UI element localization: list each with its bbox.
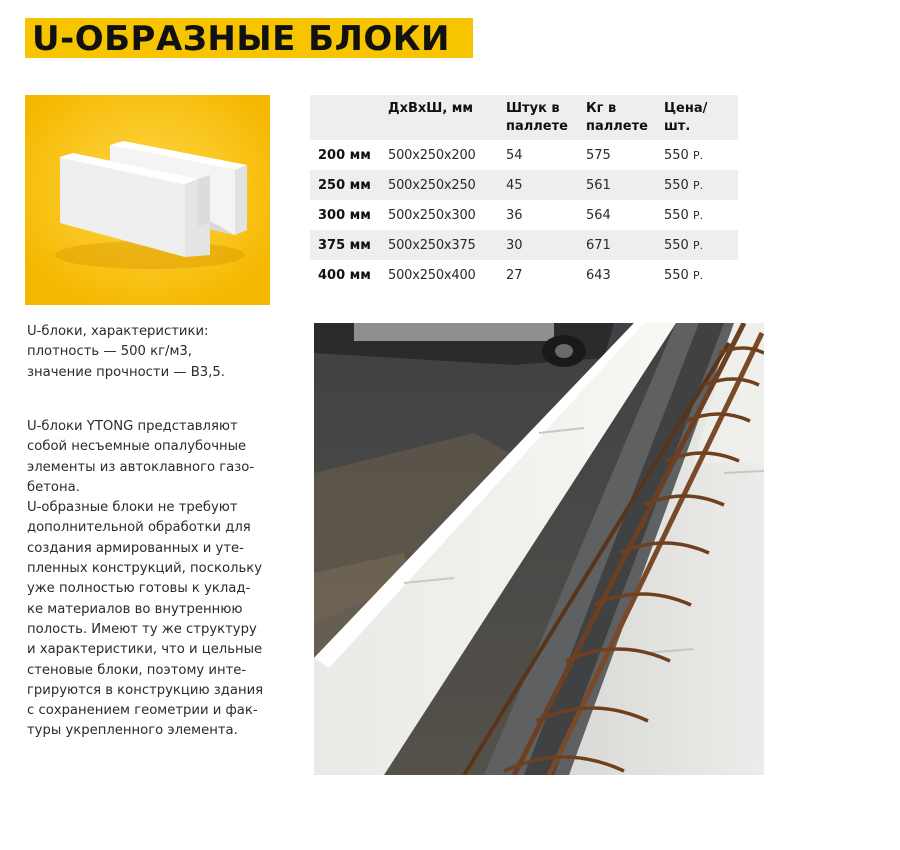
row-weight: 561 (578, 170, 656, 200)
header-price: Цена/ шт. (656, 95, 738, 140)
header-weight: Кг в паллете (578, 95, 656, 140)
row-size: 300 мм (318, 207, 371, 223)
row-price (656, 200, 738, 230)
description-line: ке материалов во внутреннюю (27, 601, 243, 617)
description-line: с сохранением геометрии и фак- (27, 703, 258, 719)
row-size: 200 мм (318, 147, 371, 163)
row-weight: 671 (578, 230, 656, 260)
table-header-row (310, 95, 738, 140)
row-size: 250 мм (310, 170, 380, 200)
description-text (27, 417, 289, 742)
row-weight: 575 (586, 147, 611, 163)
description-line: уже полностью готовы к уклад- (27, 581, 251, 597)
row-price (656, 140, 738, 170)
row-dimensions: 500х250х375 (380, 230, 498, 260)
currency-label: Р. (692, 178, 704, 192)
description-line: пленных конструкций, поскольку (27, 561, 262, 577)
row-pieces: 27 (506, 267, 523, 283)
specs-table (310, 95, 738, 290)
table-row (310, 260, 738, 290)
price-value: 550 (664, 267, 689, 283)
construction-photo (314, 323, 764, 775)
row-dimensions: 500х250х200 (388, 147, 476, 163)
price-value: 550 (664, 147, 689, 163)
specs-line: плотность — 500 кг/м3, (27, 344, 192, 360)
row-weight: 643 (586, 267, 611, 283)
currency-label: Р. (692, 238, 704, 252)
description-line: грируются в конструкцию здания (27, 682, 264, 698)
table-row (310, 140, 738, 170)
description-line: стеновые блоки, поэтому инте- (27, 662, 247, 678)
currency-label: Р. (692, 148, 704, 162)
specs-text (27, 322, 289, 383)
header-pieces: Штук в паллете (498, 95, 578, 140)
description-line: туры укрепленного элемента. (27, 723, 238, 739)
row-pieces: 36 (506, 207, 523, 223)
row-dimensions: 500х250х400 (388, 267, 476, 283)
description-line: U-блоки YTONG представляют (27, 419, 238, 434)
price-value: 550 (664, 237, 689, 253)
row-dimensions: 500х250х250 (380, 170, 498, 200)
price-value: 550 (664, 177, 689, 193)
row-size: 375 мм (310, 230, 380, 260)
description-line: собой несъемные опалубочные (27, 439, 247, 455)
price-value: 550 (664, 207, 689, 223)
description-line: U-образные блоки не требуют (27, 500, 238, 516)
row-pieces: 54 (506, 147, 523, 163)
table-row (310, 200, 738, 230)
description-line: элементы из автоклавного газо- (27, 459, 255, 475)
specs-line: значение прочности — B3,5. (27, 364, 225, 380)
header-size (310, 95, 380, 140)
header-dimensions: ДхВхШ, мм (380, 95, 498, 140)
row-price (656, 170, 738, 200)
currency-label: Р. (692, 268, 704, 282)
description-line: бетона. (27, 479, 80, 495)
description-line: и характеристики, что и цельные (27, 642, 263, 658)
row-size: 400 мм (318, 267, 371, 283)
page-title: U-ОБРАЗНЫЕ БЛОКИ (32, 19, 450, 59)
table-row (310, 230, 738, 260)
description-line: дополнительной обработки для (27, 520, 251, 536)
specs-line: U-блоки, характеристики: (27, 324, 209, 339)
description-line: создания армированных и уте- (27, 540, 244, 556)
table-row (310, 170, 738, 200)
row-price (656, 230, 738, 260)
row-pieces: 30 (498, 230, 578, 260)
row-weight: 564 (586, 207, 611, 223)
row-pieces: 45 (498, 170, 578, 200)
description-line: полость. Имеют ту же структуру (27, 621, 257, 637)
currency-label: Р. (692, 208, 704, 222)
u-block-product-image (25, 95, 270, 305)
row-dimensions: 500х250х300 (388, 207, 476, 223)
row-price (656, 260, 738, 290)
